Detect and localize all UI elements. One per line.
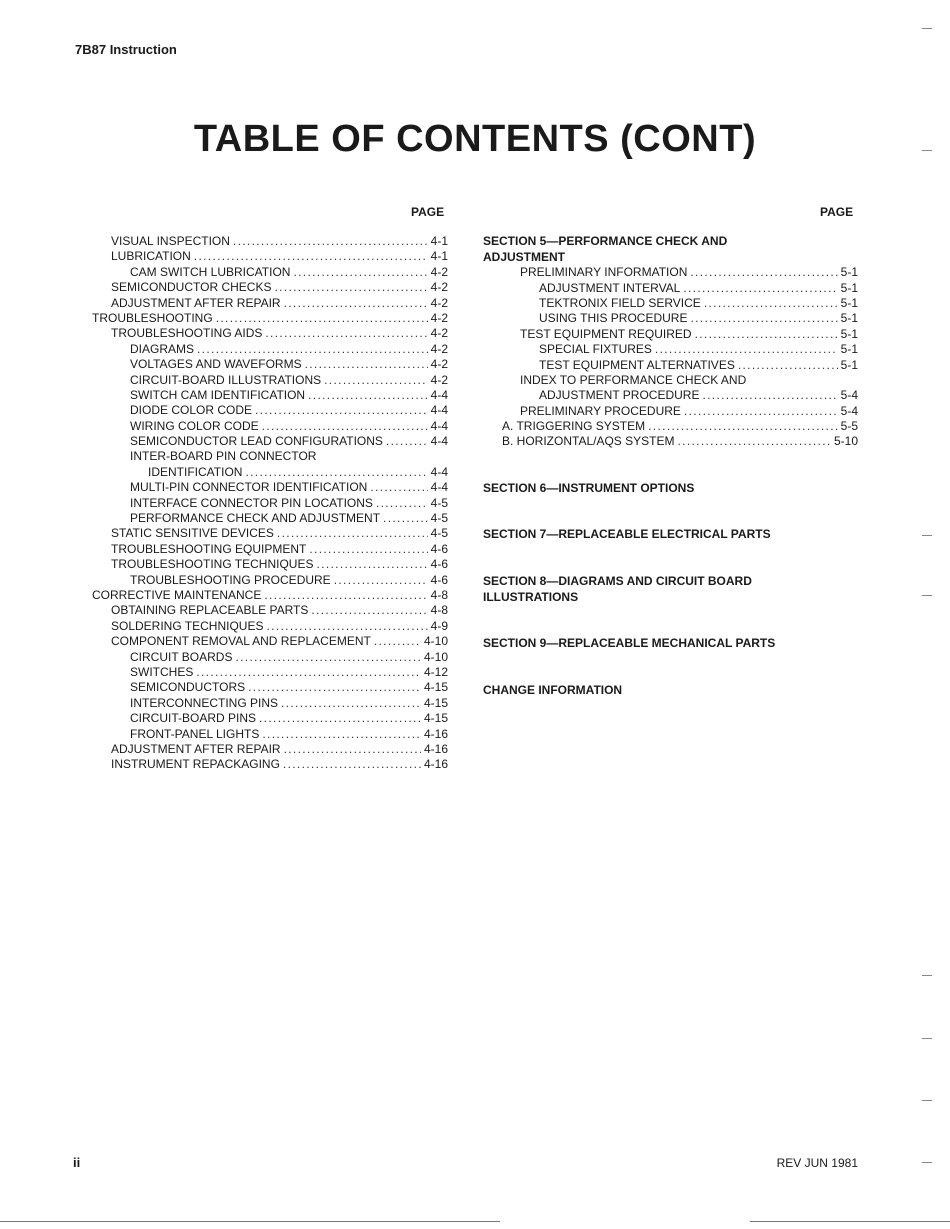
scan-mark bbox=[922, 1038, 932, 1039]
section-9-heading[interactable]: SECTION 9—REPLACEABLE MECHANICAL PARTS bbox=[483, 636, 776, 651]
toc-entry[interactable]: PRELIMINARY INFORMATION . . . 5-1 bbox=[483, 265, 858, 280]
change-information-heading[interactable]: CHANGE INFORMATION bbox=[483, 682, 623, 697]
section-8-heading[interactable]: SECTION 8—DIAGRAMS AND CIRCUIT BOARD bbox=[483, 574, 752, 589]
toc-entry[interactable]: INSTRUMENT REPACKAGING . . . 4-16 bbox=[92, 757, 448, 772]
toc-entry[interactable]: ADJUSTMENT AFTER REPAIR . . . 4-16 bbox=[92, 742, 448, 757]
section-5-heading-cont: ADJUSTMENT bbox=[483, 249, 566, 264]
scan-bottom-rule bbox=[0, 1221, 500, 1222]
toc-entry[interactable]: CIRCUIT-BOARD PINS . . . 4-15 bbox=[92, 711, 448, 726]
toc-entry[interactable]: SOLDERING TECHNIQUES . . . 4-9 bbox=[92, 619, 448, 634]
toc-entry[interactable]: B. HORIZONTAL/AQS SYSTEM . . . 5-10 bbox=[483, 434, 858, 449]
toc-entry[interactable]: VISUAL INSPECTION . . . 4-1 bbox=[92, 234, 448, 249]
toc-entry[interactable]: TEST EQUIPMENT REQUIRED . . . 5-1 bbox=[483, 327, 858, 342]
toc-entry[interactable]: ADJUSTMENT PROCEDURE . . . 5-4 bbox=[483, 388, 858, 403]
page-title: TABLE OF CONTENTS (CONT) bbox=[193, 118, 757, 160]
toc-entry[interactable]: VOLTAGES AND WAVEFORMS . . . 4-2 bbox=[92, 357, 448, 372]
toc-entry[interactable]: TROUBLESHOOTING PROCEDURE . . . 4-6 bbox=[92, 573, 448, 588]
toc-entry[interactable]: TROUBLESHOOTING . . . 4-2 bbox=[92, 311, 448, 326]
toc-entry[interactable]: STATIC SENSITIVE DEVICES . . . 4-5 bbox=[92, 526, 448, 541]
toc-right-column bbox=[483, 234, 858, 698]
toc-entry[interactable]: ADJUSTMENT AFTER REPAIR . . . 4-2 bbox=[92, 296, 448, 311]
scan-mark bbox=[922, 150, 932, 151]
toc-entry[interactable]: CORRECTIVE MAINTENANCE . . . 4-8 bbox=[92, 588, 448, 603]
scan-mark bbox=[922, 975, 932, 976]
toc-entry[interactable]: SEMICONDUCTORS . . . 4-15 bbox=[92, 680, 448, 695]
toc-entry[interactable]: OBTAINING REPLACEABLE PARTS . . . 4-8 bbox=[92, 603, 448, 618]
toc-entry[interactable]: INTERFACE CONNECTOR PIN LOCATIONS . . . 4-5 bbox=[92, 496, 448, 511]
scan-mark bbox=[922, 1162, 932, 1163]
toc-entry[interactable]: DIODE COLOR CODE . . . 4-4 bbox=[92, 403, 448, 418]
toc-entry[interactable]: PRELIMINARY PROCEDURE . . . 5-4 bbox=[483, 404, 858, 419]
scan-mark bbox=[922, 28, 932, 29]
toc-entry[interactable]: DIAGRAMS . . . 4-2 bbox=[92, 342, 448, 357]
page-column-label-left: PAGE bbox=[411, 205, 445, 219]
scan-mark bbox=[922, 535, 932, 536]
page-number: ii bbox=[73, 1155, 81, 1170]
toc-entry[interactable]: TROUBLESHOOTING TECHNIQUES . . . 4-6 bbox=[92, 557, 448, 572]
scan-mark bbox=[922, 595, 932, 596]
section-5-heading[interactable]: SECTION 5—PERFORMANCE CHECK AND bbox=[483, 234, 728, 248]
toc-entry[interactable]: LUBRICATION . . . 4-1 bbox=[92, 249, 448, 264]
toc-entry[interactable]: SEMICONDUCTOR CHECKS . . . 4-2 bbox=[92, 280, 448, 295]
toc-entry[interactable]: USING THIS PROCEDURE . . . 5-1 bbox=[483, 311, 858, 326]
toc-left-column bbox=[92, 234, 448, 773]
toc-entry[interactable]: A. TRIGGERING SYSTEM . . . 5-5 bbox=[483, 419, 858, 434]
page-column-label-right: PAGE bbox=[820, 205, 854, 219]
toc-entry[interactable]: MULTI-PIN CONNECTOR IDENTIFICATION . . . 4-4 bbox=[92, 480, 448, 495]
toc-entry[interactable]: SEMICONDUCTOR LEAD CONFIGURATIONS . . . 4-4 bbox=[92, 434, 448, 449]
scan-bottom-rule bbox=[750, 1221, 950, 1222]
toc-entry[interactable]: ADJUSTMENT INTERVAL . . . 5-1 bbox=[483, 281, 858, 296]
toc-entry-continued: INTER-BOARD PIN CONNECTOR bbox=[130, 449, 317, 464]
toc-entry[interactable]: SPECIAL FIXTURES . . . 5-1 bbox=[483, 342, 858, 357]
toc-entry[interactable]: CIRCUIT-BOARD ILLUSTRATIONS . . . 4-2 bbox=[92, 373, 448, 388]
toc-entry[interactable]: FRONT-PANEL LIGHTS . . . 4-16 bbox=[92, 727, 448, 742]
toc-entry[interactable]: TROUBLESHOOTING AIDS . . . 4-2 bbox=[92, 326, 448, 341]
revision-date: REV JUN 1981 bbox=[776, 1156, 858, 1170]
toc-entry[interactable]: CIRCUIT BOARDS . . . 4-10 bbox=[92, 650, 448, 665]
section-8-heading-cont: ILLUSTRATIONS bbox=[483, 589, 579, 604]
toc-entry-continued: INDEX TO PERFORMANCE CHECK AND bbox=[520, 372, 747, 387]
toc-entry[interactable]: CAM SWITCH LUBRICATION . . . 4-2 bbox=[92, 265, 448, 280]
toc-entry[interactable]: INTERCONNECTING PINS . . . 4-15 bbox=[92, 696, 448, 711]
toc-entry[interactable]: PERFORMANCE CHECK AND ADJUSTMENT . . . 4-5 bbox=[92, 511, 448, 526]
toc-entry[interactable]: WIRING COLOR CODE . . . 4-4 bbox=[92, 419, 448, 434]
section-6-heading[interactable]: SECTION 6—INSTRUMENT OPTIONS bbox=[483, 480, 695, 495]
toc-entry[interactable]: TEKTRONIX FIELD SERVICE . . . 5-1 bbox=[483, 296, 858, 311]
toc-entry[interactable]: SWITCHES . . . 4-12 bbox=[92, 665, 448, 680]
scan-mark bbox=[922, 1100, 932, 1101]
document-header: 7B87 Instruction bbox=[75, 42, 177, 57]
toc-entry[interactable]: TEST EQUIPMENT ALTERNATIVES . . . 5-1 bbox=[483, 358, 858, 373]
toc-entry[interactable]: TROUBLESHOOTING EQUIPMENT . . . 4-6 bbox=[92, 542, 448, 557]
toc-entry[interactable]: SWITCH CAM IDENTIFICATION . . . 4-4 bbox=[92, 388, 448, 403]
toc-entry[interactable]: IDENTIFICATION . . . 4-4 bbox=[92, 465, 448, 480]
section-7-heading[interactable]: SECTION 7—REPLACEABLE ELECTRICAL PARTS bbox=[483, 527, 771, 542]
toc-entry[interactable]: COMPONENT REMOVAL AND REPLACEMENT . . . 4-10 bbox=[92, 634, 448, 649]
